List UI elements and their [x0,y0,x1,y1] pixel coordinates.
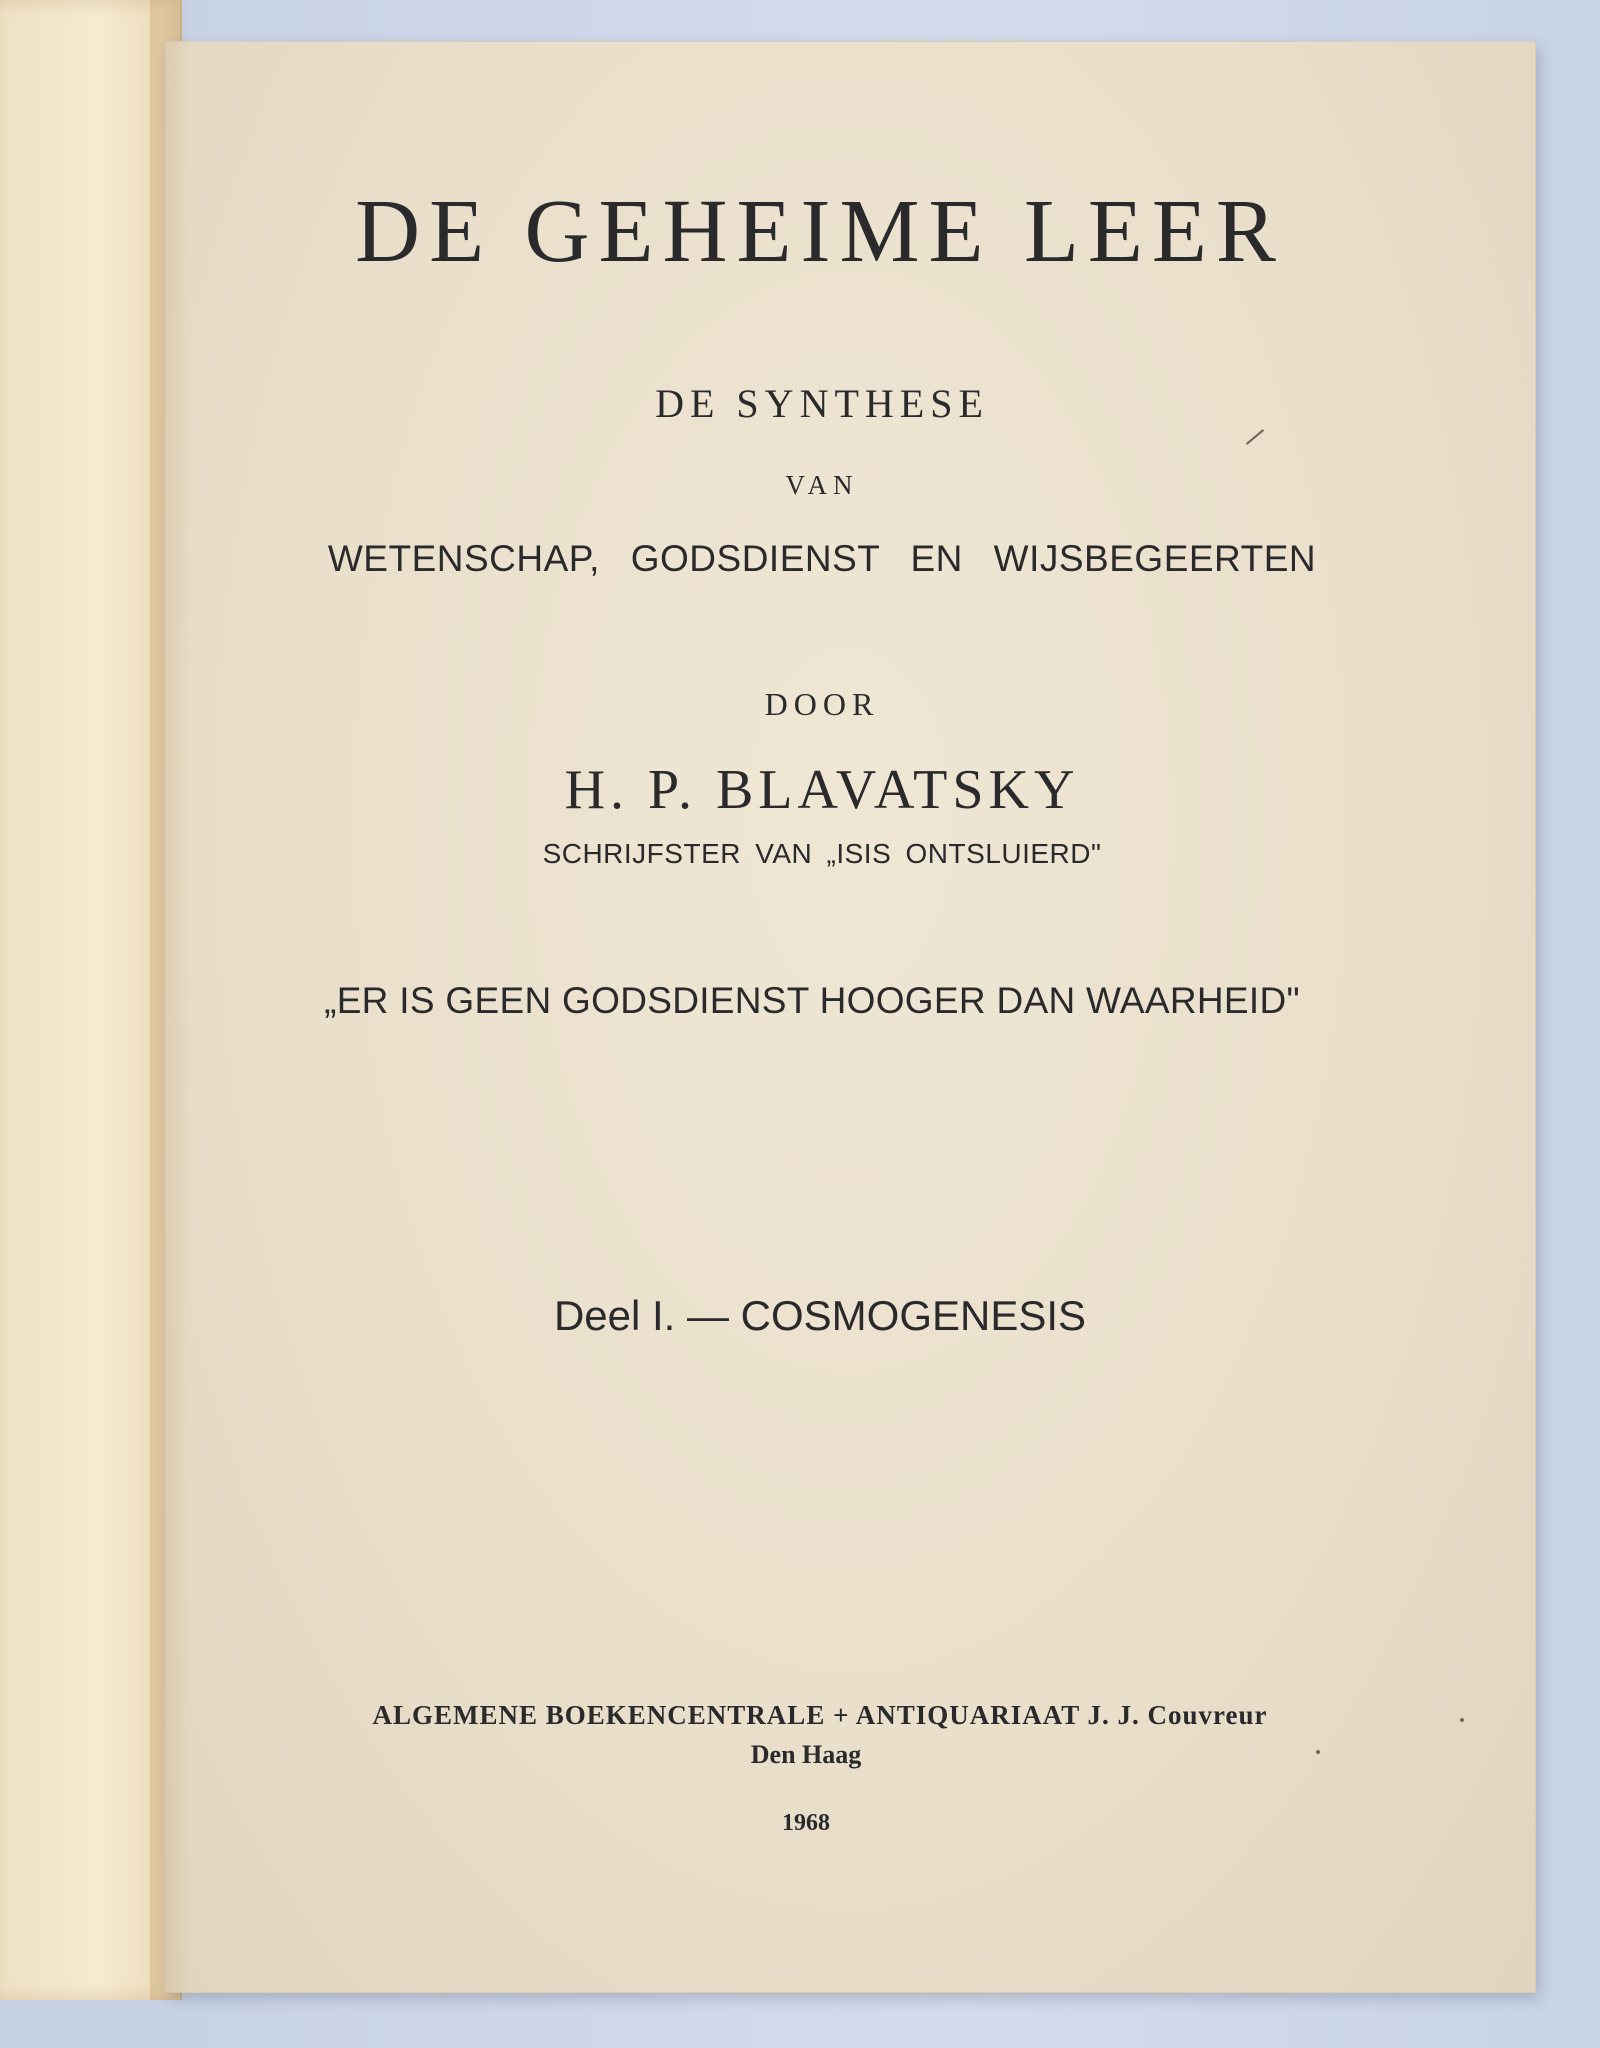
author-credit: SCHRIJFSTER VAN „ISIS ONTSLUIERD" [542,838,1102,869]
volume-title: Deel I. — COSMOGENESIS [553,1292,1087,1339]
author-name: H. P. BLAVATSKY [564,759,1080,821]
publisher: ALGEMENE BOEKENCENTRALE + ANTIQUARIAAT J. J. Couvreur [372,1700,1268,1730]
motto: „ER IS GEEN GODSDIENST HOOGER DAN WAARHEID" [324,980,1300,1021]
book-subtitle: DE SYNTHESE [655,381,989,426]
subtitle-topics: WETENSCHAP, GODSDIENST EN WIJSBEGEERTEN [327,538,1317,579]
subtitle-connector: VAN [785,470,859,500]
byline-label: DOOR [764,686,880,722]
publication-year: 1968 [782,1810,830,1836]
publisher-city: Den Haag [750,1740,862,1769]
book-title: DE GEHEIME LEER [355,182,1285,281]
